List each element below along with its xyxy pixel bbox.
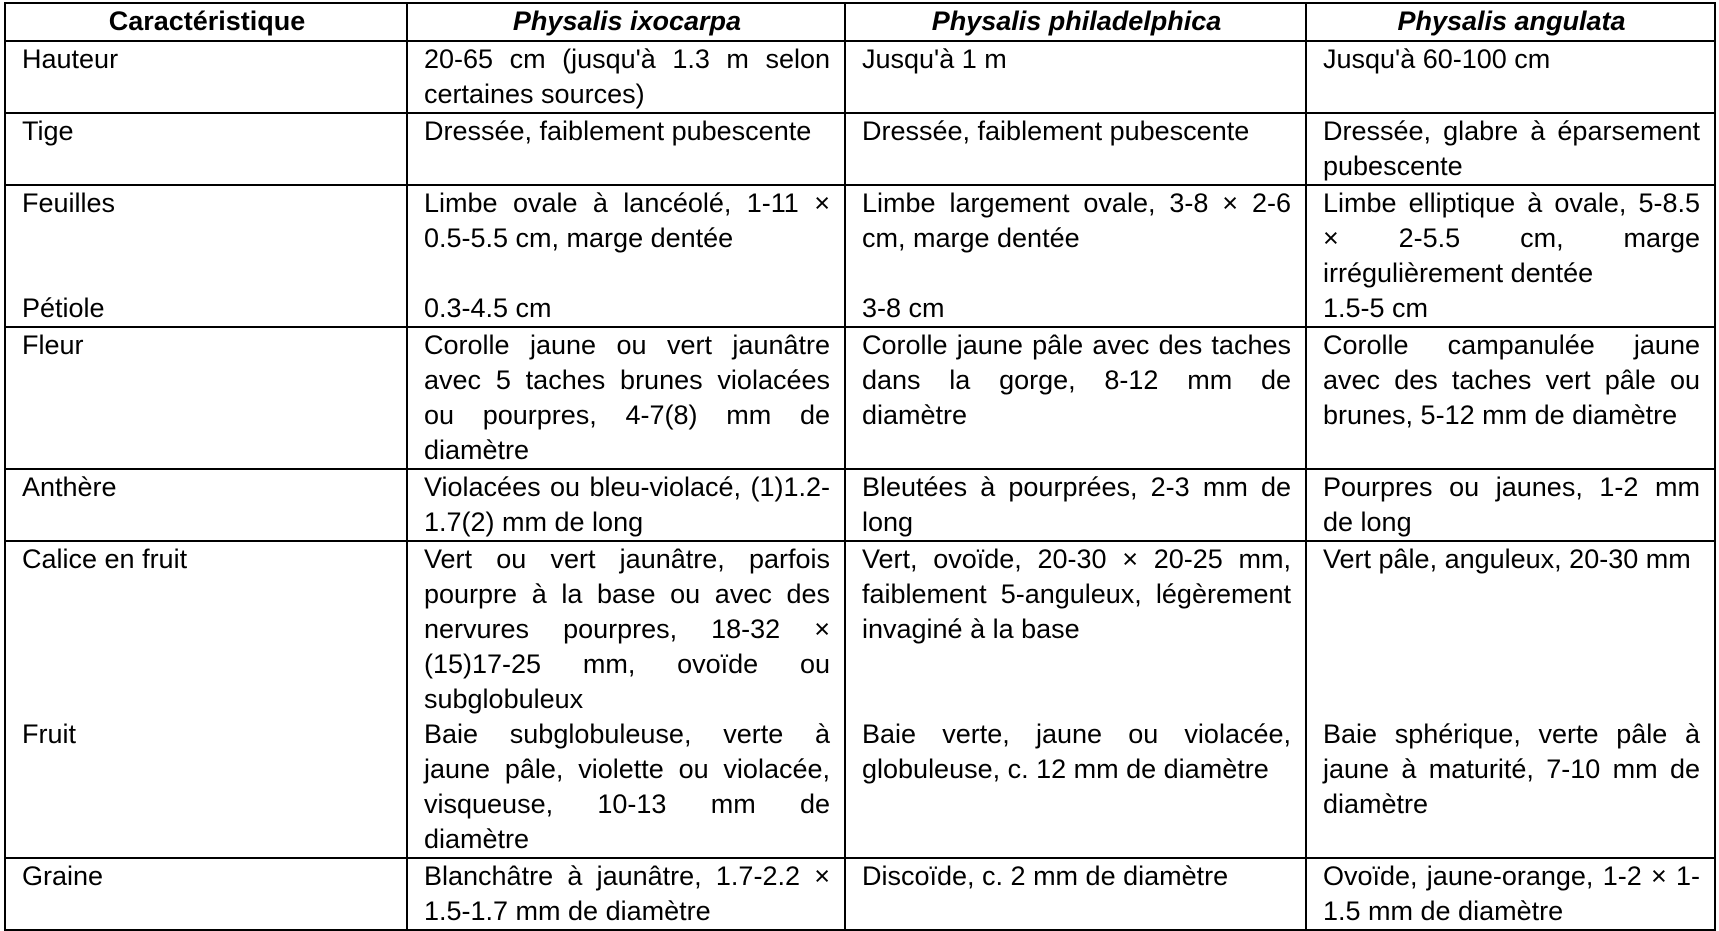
- spacer: [22, 221, 392, 291]
- header-physalis-philadelphica: Physalis philadelphica: [845, 3, 1306, 41]
- cell-text: Corolle jaune pâle avec des taches dans la gorge, 8-12 mm de diamètre: [862, 330, 1291, 430]
- row-sublabel: Fruit: [22, 719, 76, 749]
- cell-angulata: [1306, 469, 1715, 541]
- cell-text: Jusqu'à 1 m: [862, 44, 1007, 74]
- cell-philadelphica: [845, 185, 1306, 327]
- cell-ixocarpa: [407, 469, 845, 541]
- cell-philadelphica: [845, 858, 1306, 930]
- cell-ixocarpa: [407, 327, 845, 469]
- cell-philadelphica: [845, 327, 1306, 469]
- cell-text: Bleutées à pourprées, 2-3 mm de long: [862, 472, 1291, 537]
- row-label: Fleur: [22, 330, 84, 360]
- cell-philadelphica: [845, 113, 1306, 185]
- cell-text: Vert ou vert jaunâtre, parfois pourpre à la base ou avec des nervures pourpres, 18-32 × (15)17-25 mm, ovoïde ou subglobuleux: [424, 544, 830, 714]
- cell-text: Blanchâtre à jaunâtre, 1.7-2.2 × 1.5-1.7 mm de diamètre: [424, 861, 830, 926]
- header-row: [5, 3, 1715, 41]
- cell-ixocarpa: [407, 113, 845, 185]
- cell-angulata: [1306, 113, 1715, 185]
- cell-text: Limbe largement ovale, 3-8 × 2-6 cm, marge dentée: [862, 188, 1291, 253]
- cell-text: Dressée, glabre à éparsement pubescente: [1323, 116, 1700, 181]
- cell-text: Limbe ovale à lancéolé, 1-11 × 0.5-5.5 cm, marge dentée: [424, 188, 830, 253]
- table-row-anthere: [5, 469, 1715, 541]
- cell-text: Corolle campanulée jaune avec des taches vert pâle ou brunes, 5-12 mm de diamètre: [1323, 330, 1700, 430]
- cell-philadelphica: [845, 41, 1306, 113]
- header-physalis-angulata: Physalis angulata: [1306, 3, 1715, 41]
- cell-ixocarpa: [407, 858, 845, 930]
- table-row-feuilles: [5, 185, 1715, 327]
- cell-angulata: [1306, 41, 1715, 113]
- row-label: Hauteur: [22, 44, 119, 74]
- row-label-cell: [5, 185, 407, 327]
- cell-text: Ovoïde, jaune-orange, 1-2 × 1-1.5 mm de diamètre: [1323, 861, 1700, 926]
- cell-text: Dressée, faiblement pubescente: [862, 116, 1250, 146]
- cell-philadelphica: [845, 469, 1306, 541]
- cell-subtext: 0.3-4.5 cm: [424, 293, 552, 323]
- cell-angulata: [1306, 327, 1715, 469]
- cell-ixocarpa: [407, 41, 845, 113]
- cell-subtext: Baie verte, jaune ou violacée, globuleuse, c. 12 mm de diamètre: [862, 719, 1291, 784]
- row-label-cell: [5, 113, 407, 185]
- row-label-cell: [5, 541, 407, 858]
- cell-subtext: Baie sphérique, verte pâle à jaune à maturité, 7-10 mm de diamètre: [1323, 719, 1700, 819]
- row-label-cell: [5, 327, 407, 469]
- row-label-cell: [5, 469, 407, 541]
- table-row-graine: [5, 858, 1715, 930]
- row-label: Anthère: [22, 472, 117, 502]
- header-characteristic: Caractéristique: [5, 3, 407, 41]
- cell-text: 20-65 cm (jusqu'à 1.3 m selon certaines sources): [424, 44, 830, 109]
- row-label-cell: [5, 41, 407, 113]
- cell-subtext: 3-8 cm: [862, 293, 945, 323]
- cell-text: Vert pâle, anguleux, 20-30 mm: [1323, 544, 1691, 574]
- cell-philadelphica: [845, 541, 1306, 858]
- cell-subtext: Baie subglobuleuse, verte à jaune pâle, violette ou violacée, visqueuse, 10-13 mm de diamètre: [424, 719, 830, 854]
- cell-angulata: [1306, 185, 1715, 327]
- row-label: Graine: [22, 861, 104, 891]
- cell-text: Pourpres ou jaunes, 1-2 mm de long: [1323, 472, 1700, 537]
- row-label: Calice en fruit: [22, 544, 188, 574]
- cell-text: Corolle jaune ou vert jaunâtre avec 5 taches brunes violacées ou pourpres, 4-7(8) mm de diamètre: [424, 330, 830, 465]
- cell-subtext: 1.5-5 cm: [1323, 293, 1429, 323]
- row-label: Tige: [22, 116, 74, 146]
- row-label: Feuilles: [22, 188, 116, 218]
- cell-text: Jusqu'à 60-100 cm: [1323, 44, 1551, 74]
- cell-angulata: [1306, 541, 1715, 858]
- table-row-calice-fruit: [5, 541, 1715, 858]
- cell-text: Violacées ou bleu-violacé, (1)1.2-1.7(2) mm de long: [424, 472, 830, 537]
- cell-text: Vert, ovoïde, 20-30 × 20-25 mm, faiblement 5-anguleux, légèrement invaginé à la base: [862, 544, 1291, 644]
- table-row-fleur: [5, 327, 1715, 469]
- cell-angulata: [1306, 858, 1715, 930]
- row-sublabel: Pétiole: [22, 293, 105, 323]
- cell-text: Dressée, faiblement pubescente: [424, 116, 812, 146]
- characteristics-table: [4, 2, 1716, 931]
- table-row-tige: [5, 113, 1715, 185]
- table-row-hauteur: [5, 41, 1715, 113]
- cell-text: Discoïde, c. 2 mm de diamètre: [862, 861, 1229, 891]
- row-label-cell: [5, 858, 407, 930]
- cell-ixocarpa: [407, 185, 845, 327]
- header-physalis-ixocarpa: Physalis ixocarpa: [407, 3, 845, 41]
- cell-ixocarpa: [407, 541, 845, 858]
- cell-text: Limbe elliptique à ovale, 5-8.5 × 2-5.5 cm, marge irrégulièrement dentée: [1323, 188, 1700, 288]
